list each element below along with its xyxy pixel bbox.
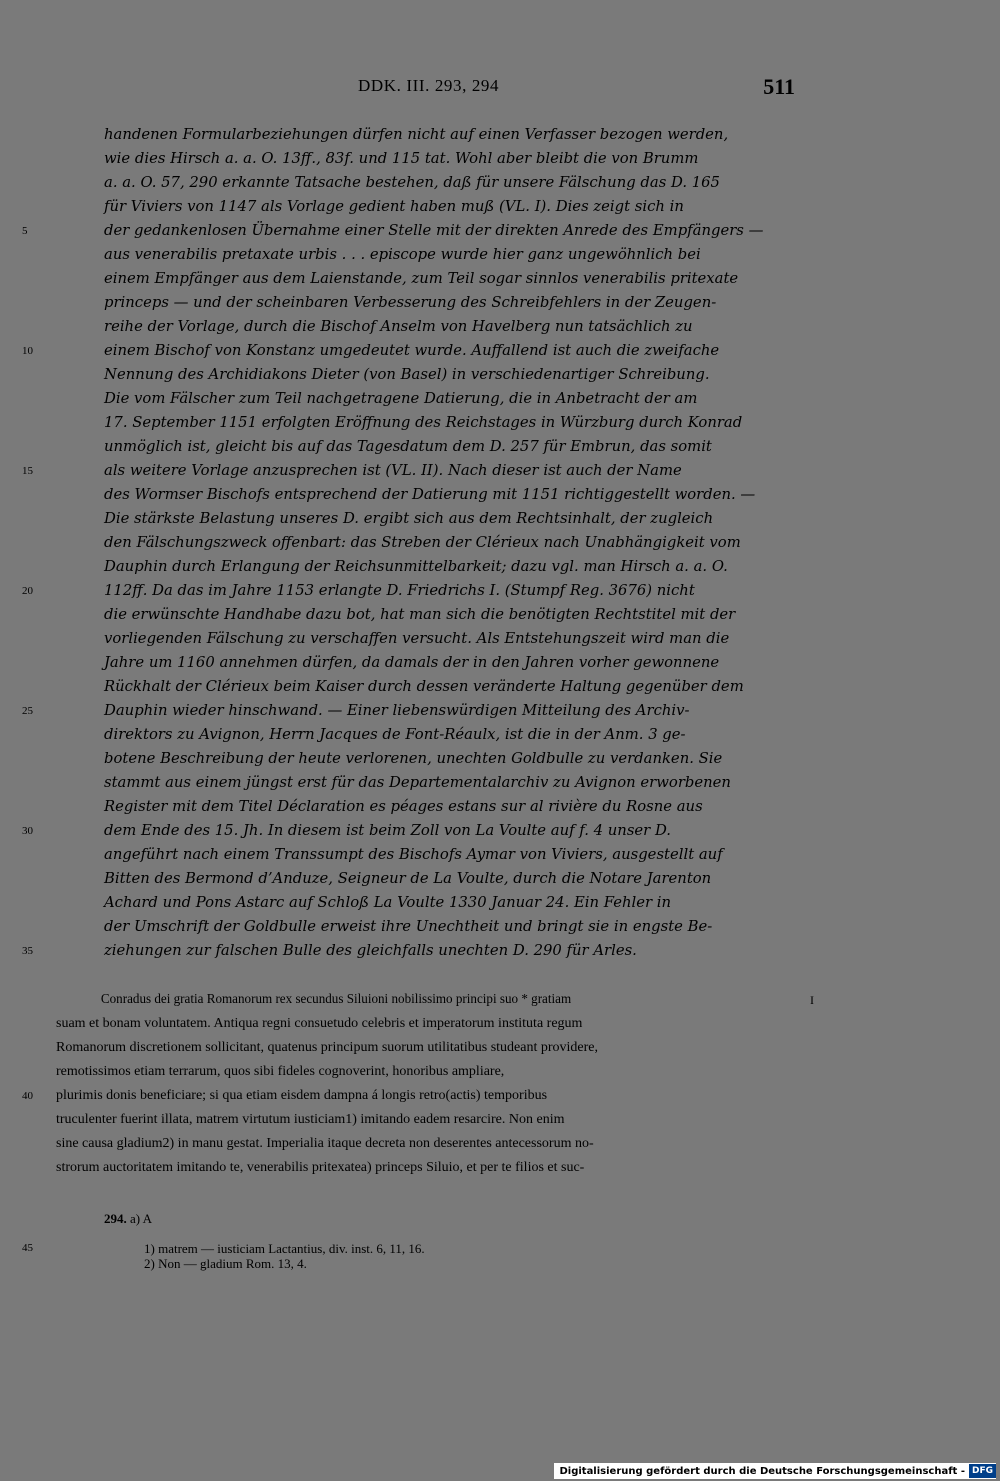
line-number: 10 <box>22 345 33 357</box>
text-line: den Fälschungszweck offenbart: das Streben der Clérieux nach Unabhängigkeit vom <box>104 534 741 551</box>
charter-text <box>56 988 798 1180</box>
text-line: Bitten des Bermond d’Anduze, Seigneur de La Voulte, durch die Notare Jarenton <box>104 870 712 887</box>
text-line: princeps — und der scheinbaren Verbesserung des Schreibfehlers in der Zeugen- <box>104 294 717 311</box>
text-line: sine causa gladium2) in manu gestat. Imperialia itaque decreta non deserentes antecessorum no- <box>56 1136 594 1151</box>
text-line: a. a. O. 57, 290 erkannte Tatsache bestehen, daß für unsere Fälschung das D. 165 <box>104 174 720 191</box>
text-line: die erwünschte Handhabe dazu bot, hat man sich die benötigten Rechtstitel mit der <box>104 606 736 623</box>
text-line: direktors zu Avignon, Herrn Jacques de Font-Réaulx, ist die in der Anm. 3 ge- <box>104 726 686 743</box>
line-number: 35 <box>22 945 33 957</box>
text-line: 17. September 1151 erfolgten Eröffnung des Reichstages in Würzburg durch Konrad <box>104 414 743 431</box>
footnote: 2) Non — gladium Rom. 13, 4. <box>144 1256 307 1271</box>
text-line: truculenter fuerint illata, matrem virtutum iusticiam1) imitando eadem resarcire. Non enim <box>56 1112 565 1127</box>
text-line: reihe der Vorlage, durch die Bischof Anselm von Havelberg nun tatsächlich zu <box>104 318 693 335</box>
page-number: 511 <box>763 74 795 99</box>
text-line: Die vom Fälscher zum Teil nachgetragene Datierung, die in Anbetracht der am <box>104 390 698 407</box>
text-line: suam et bonam voluntatem. Antiqua regni consuetudo celebris et imperatorum instituta regum <box>56 1016 583 1031</box>
line-number: 30 <box>22 825 33 837</box>
text-line: vorliegenden Fälschung zu verschaffen versucht. Als Entstehungszeit wird man die <box>104 630 730 647</box>
charter-margin-numeral: I <box>810 993 814 1007</box>
text-line: aus venerabilis pretaxate urbis . . . episcope wurde hier ganz ungewöhnlich bei <box>104 246 701 263</box>
text-line: Jahre um 1160 annehmen dürfen, da damals der in den Jahren vorher gewonnene <box>104 654 720 671</box>
text-line: für Viviers von 1147 als Vorlage gedient haben muß (VL. I). Dies zeigt sich in <box>104 198 684 215</box>
text-line: der gedankenlosen Übernahme einer Stelle mit der direkten Anrede des Empfängers — <box>104 222 764 239</box>
apparatus-note: a) A <box>130 1211 153 1226</box>
footnotes <box>144 1241 425 1271</box>
apparatus-entry <box>104 1209 804 1229</box>
document-number: 294. <box>104 1211 127 1226</box>
text-line: Dauphin durch Erlangung der Reichsunmittelbarkeit; dazu vgl. man Hirsch a. a. O. <box>104 558 728 575</box>
running-header-reference: DDK. III. 293, 294 <box>358 76 500 95</box>
text-line: 112ff. Da das im Jahre 1153 erlangte D. Friedrichs I. (Stumpf Reg. 3676) nicht <box>104 582 695 599</box>
text-line: stammt aus einem jüngst erst für das Departementalarchiv zu Avignon erworbenen <box>104 774 731 791</box>
digitization-credit <box>554 1463 996 1479</box>
text-line: unmöglich ist, gleicht bis auf das Tagesdatum dem D. 257 für Embrun, das somit <box>104 438 712 455</box>
text-line: einem Bischof von Konstanz umgedeutet wurde. Auffallend ist auch die zweifache <box>104 342 720 359</box>
text-line: plurimis donis beneficiare; si qua etiam eisdem dampna á longis retro(actis) temporibus <box>56 1088 548 1103</box>
text-line: botene Beschreibung der heute verlorenen, unechten Goldbulle zu verdanken. Sie <box>104 750 723 767</box>
text-line: wie dies Hirsch a. a. O. 13ff., 83f. und 115 tat. Wohl aber bleibt die von Brumm <box>104 150 699 167</box>
text-line: strorum auctoritatem imitando te, venerabilis pritexatea) princeps Siluio, et per te filios et suc- <box>56 1160 585 1175</box>
text-line: als weitere Vorlage anzusprechen ist (VL. II). Nach dieser ist auch der Name <box>104 462 682 479</box>
credit-text: Digitalisierung gefördert durch die Deutsche Forschungsgemeinschaft - <box>559 1465 965 1477</box>
text-line: der Umschrift der Goldbulle erweist ihre Unechtheit und bringt sie in engste Be- <box>104 918 713 935</box>
line-number: 40 <box>22 1090 33 1102</box>
text-line: remotissimos etiam terrarum, quos sibi fideles cognoverint, honoribus ampliare, <box>56 1064 505 1079</box>
line-number: 15 <box>22 465 33 477</box>
text-line: Die stärkste Belastung unseres D. ergibt sich aus dem Rechtsinhalt, der zugleich <box>104 510 714 527</box>
text-line: angeführt nach einem Transsumpt des Bischofs Aymar von Viviers, ausgestellt auf <box>104 846 723 863</box>
text-line: Conradus dei gratia Romanorum rex secundus Siluioni nobilissimo principi suo * gratiam <box>100 992 572 1007</box>
text-line: dem Ende des 15. Jh. In diesem ist beim Zoll von La Voulte auf f. 4 unser D. <box>104 822 671 839</box>
text-line: einem Empfänger aus dem Laienstande, zum Teil sogar sinnlos venerabilis pritexate <box>104 270 739 287</box>
line-number: 5 <box>22 225 28 237</box>
text-line: handenen Formularbeziehungen dürfen nicht auf einen Verfasser bezogen werden, <box>104 126 729 143</box>
critical-apparatus <box>104 1209 804 1271</box>
text-line: Register mit dem Titel Déclaration es péages estans sur al rivière du Rosne aus <box>104 798 703 815</box>
line-number: 25 <box>22 705 33 717</box>
line-number: 20 <box>22 585 33 597</box>
line-number: 45 <box>22 1242 33 1254</box>
text-line: des Wormser Bischofs entsprechend der Datierung mit 1151 richtiggestellt worden. — <box>104 486 756 503</box>
text-line: Rückhalt der Clérieux beim Kaiser durch dessen veränderte Haltung gegenüber dem <box>104 678 744 695</box>
dfg-logo: DFG <box>969 1464 996 1478</box>
text-line: Achard und Pons Astarc auf Schloß La Voulte 1330 Januar 24. Ein Fehler in <box>104 894 672 911</box>
footnote: 1) matrem — iusticiam Lactantius, div. inst. 6, 11, 16. <box>144 1241 425 1256</box>
page-header <box>0 76 1000 102</box>
text-line: ziehungen zur falschen Bulle des gleichfalls unechten D. 290 für Arles. <box>104 942 637 959</box>
text-line: Nennung des Archidiakons Dieter (von Basel) in verschiedenartiger Schreibung. <box>104 366 710 383</box>
commentary-text <box>104 123 798 963</box>
text-line: Romanorum discretionem sollicitant, quatenus principum suorum utilitatibus studeant providere, <box>56 1040 599 1055</box>
text-line: Dauphin wieder hinschwand. — Einer liebenswürdigen Mitteilung des Archiv- <box>104 702 690 719</box>
